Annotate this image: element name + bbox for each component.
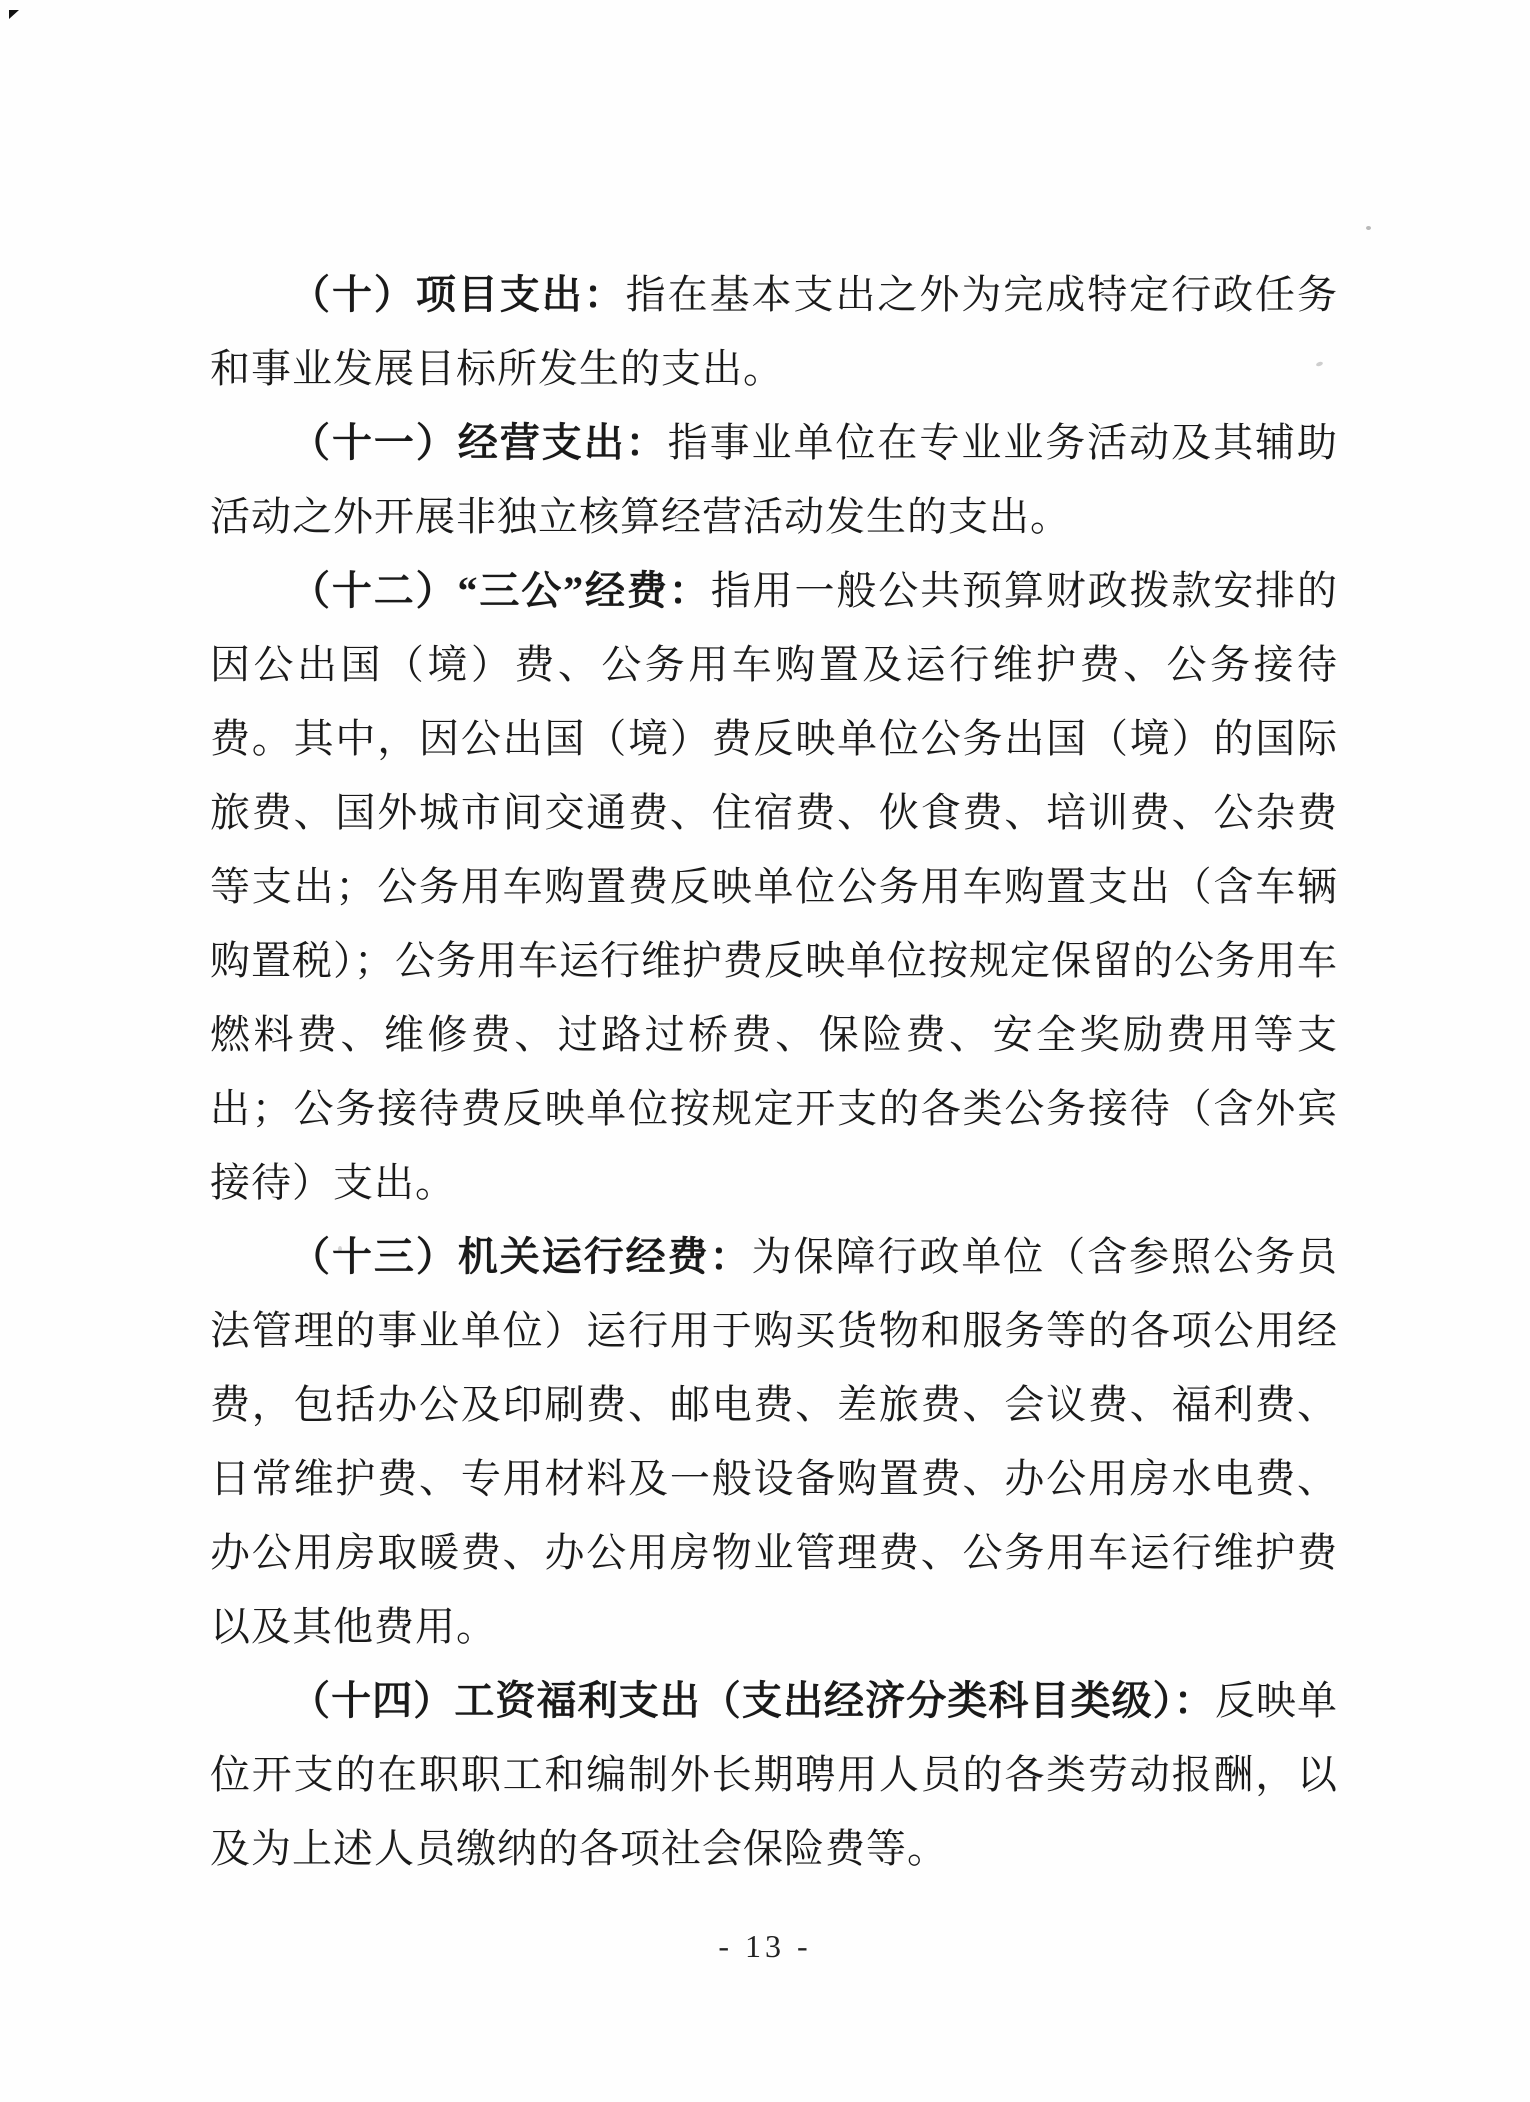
paragraph-item-13 xyxy=(210,1220,1338,1664)
scan-corner-mark xyxy=(9,10,19,19)
paragraph-item-11 xyxy=(210,406,1338,554)
paragraph-item-12 xyxy=(210,554,1338,1220)
paragraph-heading: （十三）机关运行经费： xyxy=(290,1234,752,1279)
scan-speck xyxy=(1366,226,1371,230)
paragraph-text: 指在基本支出之外为完成特定行政任务和事业发展目标所发生的支出。 xyxy=(210,272,1339,391)
paragraph-heading: （十一）经营支出： xyxy=(290,420,668,465)
paragraph-text: 指事业单位在专业业务活动及其辅助活动之外开展非独立核算经营活动发生的支出。 xyxy=(210,420,1338,539)
paragraph-text: 为保障行政单位（含参照公务员法管理的事业单位）运行用于购买货物和服务等的各项公用经费，包括办公及印刷费、邮电费、差旅费、会议费、福利费、日常维护费、专用材料及一般设备购置费、办公用房水电费、办公用房取暖费、办公用房物业管理费、公务用车运行维护费以及其他费用。 xyxy=(210,1234,1339,1649)
paragraph-text: 反映单位开支的在职职工和编制外长期聘用人员的各类劳动报酬，以及为上述人员缴纳的各项社会保险费等。 xyxy=(210,1678,1339,1871)
paragraph-heading: （十四）工资福利支出（支出经济分类科目类级）： xyxy=(290,1678,1215,1723)
document-body xyxy=(210,258,1338,1886)
paragraph-item-14 xyxy=(210,1664,1338,1886)
paragraph-heading: （十）项目支出： xyxy=(290,272,626,317)
paragraph-heading: （十二）“三公”经费： xyxy=(290,568,711,613)
paragraph-item-10 xyxy=(210,258,1338,406)
page-number: - 13 - xyxy=(718,1928,812,1964)
paragraph-text: 指用一般公共预算财政拨款安排的因公出国（境）费、公务用车购置及运行维护费、公务接待费。其中，因公出国（境）费反映单位公务出国（境）的国际旅费、国外城市间交通费、住宿费、伙食费、培训费、公杂费等支出；公务用车购置费反映单位公务用车购置支出（含车辆购置税）；公务用车运行维护费反映单位按规定保留的公务用车燃料费、维修费、过路过桥费、保险费、安全奖励费用等支出；公务接待费反映单位按规定开支的各类公务接待（含外宾接待）支出。 xyxy=(210,568,1339,1205)
